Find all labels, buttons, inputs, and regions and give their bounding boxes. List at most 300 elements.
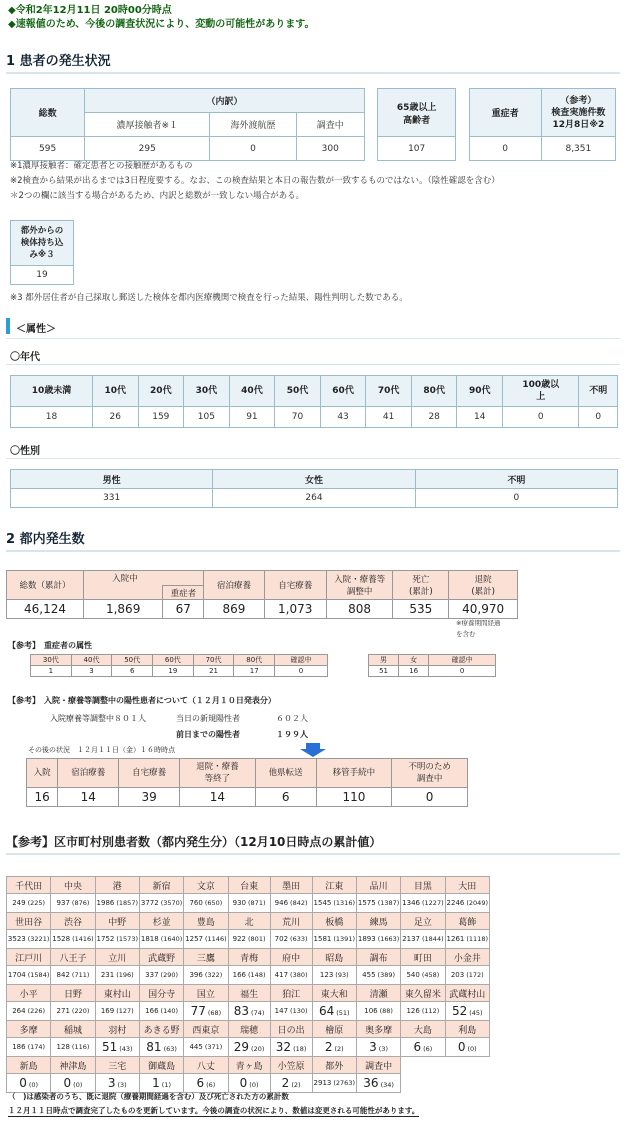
municipality-name: 東久留米	[401, 985, 445, 1002]
header-65plus: 65歳以上 高齢者	[378, 89, 456, 137]
value-test-count: 8,351	[541, 137, 615, 161]
preliminary-note: ◆速報値のため、今後の調査状況により、変動の可能性があります。	[8, 19, 315, 30]
municipality-value	[312, 894, 356, 913]
sex-title: 〇性別	[10, 446, 40, 457]
municipality-count: 51	[101, 1040, 118, 1054]
municipality-count: 83	[233, 1004, 250, 1018]
municipality-value	[95, 966, 139, 985]
municipality-name: 新宿	[139, 877, 183, 894]
municipality-count: 760	[189, 899, 203, 907]
severe-age-header: 30代	[31, 655, 72, 666]
value-severe-tokyo: 67	[163, 600, 204, 619]
municipality-count: 337	[145, 971, 159, 979]
header-total: 総数	[11, 89, 85, 137]
municipality-name: 品川	[356, 877, 400, 894]
municipality-value	[270, 894, 312, 913]
municipality-count: 3523	[7, 935, 26, 943]
municipality-count: 249	[12, 899, 26, 907]
value-hospitalized: 1,869	[84, 600, 163, 619]
municipality-count: 3	[369, 1040, 377, 1054]
municipality-name: 稲城	[51, 1021, 95, 1038]
municipality-name: 東村山	[95, 985, 139, 1002]
municipality-recovered: (380)	[290, 971, 308, 979]
municipality-name: 千代田	[7, 877, 51, 894]
municipality-count: 264	[12, 1007, 26, 1015]
municipality-recovered: (127)	[116, 1007, 134, 1015]
municipality-value	[228, 1074, 270, 1093]
municipality-name: 日の出	[270, 1021, 312, 1038]
municipality-name: 葛飾	[445, 913, 489, 930]
severe-sex-value: 16	[399, 666, 429, 677]
municipality-value	[312, 930, 356, 949]
municipality-value	[356, 930, 400, 949]
municipality-count: 0	[63, 1076, 72, 1090]
severe-sex-header: 確認中	[429, 655, 496, 666]
municipality-name: 日野	[51, 985, 95, 1002]
municipality-recovered: (68)	[207, 1009, 222, 1017]
municipality-value	[51, 894, 95, 913]
adjusting-title: 【参考】 入院・療養等調整中の陽性患者について（１２月１０日発表分）	[8, 696, 276, 705]
municipality-value	[445, 894, 489, 913]
municipality-name: 多摩	[7, 1021, 51, 1038]
municipality-recovered: (1573)	[116, 935, 138, 943]
municipality-recovered: (1227)	[422, 899, 444, 907]
municipality-value	[401, 894, 445, 913]
severe-sex-table	[368, 654, 496, 677]
municipality-value	[139, 1002, 183, 1021]
severe-age-table	[30, 654, 328, 677]
municipality-value	[139, 1038, 183, 1057]
municipality-name: 八丈	[184, 1057, 228, 1074]
age-value: 0	[503, 407, 579, 428]
municipality-count: 445	[189, 1043, 203, 1051]
municipality-recovered: (371)	[204, 1043, 223, 1051]
sex-value: 0	[415, 489, 617, 508]
municipality-count: 6	[413, 1040, 422, 1054]
age-header: 不明	[579, 376, 618, 407]
municipality-recovered: (842)	[290, 899, 308, 907]
sex-header: 女性	[213, 470, 415, 489]
value-discharged: 40,970	[449, 600, 518, 619]
municipality-recovered: (45)	[469, 1009, 483, 1017]
header-outside-sample: 都外からの 検体持ち込 み※３	[11, 221, 74, 266]
municipality-count: 0	[239, 1076, 248, 1090]
municipality-name: 狛江	[270, 985, 312, 1002]
header-deaths: 死亡 (累計)	[393, 571, 449, 600]
municipality-value	[95, 930, 139, 949]
municipality-recovered: (633)	[290, 935, 308, 943]
municipality-count: 271	[56, 1007, 70, 1015]
header-hospitalized: 入院中	[84, 571, 204, 586]
severe-age-value: 1	[31, 666, 72, 677]
municipality-name: 青梅	[228, 949, 270, 966]
age-value: 14	[457, 407, 503, 428]
municipality-value	[228, 930, 270, 949]
municipality-recovered: (3570)	[160, 899, 183, 907]
municipality-value	[184, 1002, 228, 1021]
municipality-recovered: (226)	[27, 1007, 46, 1015]
municipality-count: 1752	[96, 935, 115, 943]
municipality-count: 123	[319, 971, 334, 979]
municipality-recovered: (1584)	[27, 971, 50, 979]
municipality-recovered: (1118)	[466, 935, 488, 943]
municipality-name: 江戸川	[7, 949, 51, 966]
note-1: ※1濃厚接触者：確定患者との接触歴があるもの	[10, 161, 193, 171]
footnote-parentheses: （ )は感染者のうち、既に退院（療養期間経過を含む）及び死亡された方の累計数	[8, 1092, 289, 1101]
value-deaths: 535	[393, 600, 449, 619]
municipality-recovered: (225)	[27, 899, 46, 907]
municipality-value	[401, 930, 445, 949]
municipality-name: 羽村	[95, 1021, 139, 1038]
municipality-name: 御蔵島	[139, 1057, 183, 1074]
municipality-recovered: (74)	[251, 1009, 265, 1017]
municipality-recovered: (1)	[161, 1081, 172, 1089]
municipality-recovered: (93)	[335, 971, 349, 979]
municipality-name: 神津島	[51, 1057, 95, 1074]
age-header: 90代	[457, 376, 503, 407]
municipality-count: 930	[232, 899, 247, 907]
municipality-recovered: (0)	[249, 1081, 259, 1089]
municipality-value	[139, 1074, 183, 1093]
municipality-count: 2246	[446, 899, 465, 907]
municipality-count: 166	[145, 1007, 159, 1015]
municipality-name: 荒川	[270, 913, 312, 930]
municipality-count: 231	[100, 971, 115, 979]
severe-age-header: 確認中	[275, 655, 328, 666]
prev-positive-label: 前日までの陽性者	[176, 730, 240, 739]
header-hotel: 宿泊療養	[204, 571, 264, 600]
section-title-tokyo: 2 都内発生数	[6, 528, 620, 552]
sex-header: 不明	[415, 470, 617, 489]
discharge-note: ※療養期間経過 を含む	[456, 619, 501, 638]
municipality-name: 武蔵野	[139, 949, 183, 966]
municipality-count: 36	[363, 1076, 379, 1090]
municipality-count: 169	[100, 1007, 115, 1015]
municipality-count: 1346	[402, 899, 420, 907]
municipality-value	[401, 1038, 445, 1057]
municipality-count: 81	[146, 1040, 162, 1054]
municipality-count: 417	[274, 971, 289, 979]
municipality-count: 1261	[446, 935, 465, 943]
note-2: ※2検査から結果が出るまでは3日程度要する。なお、この検査結果と本日の報告数が一致するものではない。（陰性確認を含む）	[10, 176, 500, 186]
value-abroad: 0	[210, 137, 296, 161]
municipality-name: 足立	[401, 913, 445, 930]
municipality-count: 2	[324, 1040, 333, 1054]
municipality-recovered: (1663)	[377, 935, 400, 943]
municipality-recovered: (871)	[248, 899, 266, 907]
municipality-count: 396	[189, 971, 203, 979]
municipality-value	[184, 894, 228, 913]
header-close-contact: 濃厚接触者※１	[85, 113, 210, 137]
severe-age-value: 6	[112, 666, 153, 677]
section-title-municipal: 【参考】区市町村別患者数（都内発生分）（12月10日時点の累計値）	[6, 833, 620, 855]
municipality-recovered: (140)	[160, 1007, 179, 1015]
value-close-contact: 295	[85, 137, 210, 161]
municipality-value	[51, 1002, 95, 1021]
municipality-name: 八王子	[51, 949, 95, 966]
municipality-name: 東大和	[312, 985, 356, 1002]
municipality-recovered: (20)	[251, 1045, 265, 1053]
age-value: 91	[229, 407, 275, 428]
adjusting-header: 入院	[27, 759, 58, 788]
adjusting-value: 14	[58, 788, 119, 807]
municipality-value	[445, 1038, 489, 1057]
section-title-patients: 1 患者の発生状況	[6, 50, 620, 74]
municipality-name: 国立	[184, 985, 228, 1002]
municipality-recovered: (2)	[291, 1081, 301, 1089]
municipality-count: 922	[232, 935, 247, 943]
header-adjusting: 入院・療養等 調整中	[326, 571, 393, 600]
municipality-name: 文京	[184, 877, 228, 894]
municipality-count: 2913	[313, 1079, 332, 1087]
municipality-recovered: (43)	[119, 1045, 133, 1053]
municipality-count: 1257	[185, 935, 203, 943]
municipality-recovered: (0)	[28, 1081, 39, 1089]
municipality-value	[312, 1002, 356, 1021]
age-header: 10歳未満	[11, 376, 93, 407]
municipality-recovered: (148)	[248, 971, 266, 979]
municipality-value	[270, 1074, 312, 1093]
municipality-count: 128	[56, 1043, 70, 1051]
municipality-name: 三宅	[95, 1057, 139, 1074]
severe-sex-value: 51	[369, 666, 399, 677]
municipality-name: 調布	[356, 949, 400, 966]
municipality-count: 0	[19, 1076, 27, 1090]
municipality-value	[51, 930, 95, 949]
municipality-name: 福生	[228, 985, 270, 1002]
severe-age-value: 17	[234, 666, 275, 677]
municipality-value	[270, 930, 312, 949]
footnote-update: １２月１１日時点で調査完了したものを更新しています。今後の調査の状況により、数値は変更される可能性があります。	[8, 1106, 420, 1115]
age-title: 〇年代	[10, 352, 40, 363]
municipality-name: 昭島	[312, 949, 356, 966]
municipality-value	[95, 1038, 139, 1057]
municipality-value	[139, 966, 183, 985]
municipality-count: 32	[275, 1040, 292, 1054]
municipality-count: 2	[281, 1076, 290, 1090]
severe-age-value: 0	[275, 666, 328, 677]
municipality-value	[51, 1038, 95, 1057]
municipality-value	[51, 1074, 95, 1093]
age-header: 30代	[184, 376, 230, 407]
municipality-value	[7, 966, 51, 985]
municipality-recovered: (2049)	[466, 899, 488, 907]
municipality-value	[312, 1038, 356, 1057]
municipality-recovered: (0)	[73, 1081, 83, 1089]
severe-age-value: 3	[71, 666, 112, 677]
value-severe: 0	[469, 137, 541, 161]
note-outside: ※3 都外居住者が自己採取し郵送した検体を都内医療機関で検査を行った結果、陽性判明した数である。	[10, 293, 408, 303]
municipality-value	[228, 894, 270, 913]
municipality-count: 29	[233, 1040, 250, 1054]
municipality-name: 台東	[228, 877, 270, 894]
municipality-recovered: (3)	[117, 1081, 127, 1089]
municipality-recovered: (34)	[380, 1081, 394, 1089]
header-severe: 重症者	[469, 89, 541, 137]
municipality-recovered: (650)	[204, 899, 223, 907]
age-value: 0	[579, 407, 618, 428]
severe-sex-value: 0	[429, 666, 496, 677]
municipality-value	[401, 1002, 445, 1021]
municipality-recovered: (220)	[71, 1007, 90, 1015]
municipality-name: 江東	[312, 877, 356, 894]
municipality-value	[312, 966, 356, 985]
municipality-name: 大島	[401, 1021, 445, 1038]
municipality-count: 1545	[313, 899, 332, 907]
municipality-value	[7, 1038, 51, 1057]
municipality-name: 奥多摩	[356, 1021, 400, 1038]
adjusting-header: 自宅療養	[119, 759, 180, 788]
municipality-recovered: (711)	[71, 971, 90, 979]
municipality-name: 練馬	[356, 913, 400, 930]
municipality-count: 0	[457, 1040, 466, 1054]
municipality-count: 126	[406, 1007, 420, 1015]
municipality-name: 西東京	[184, 1021, 228, 1038]
municipality-recovered: (2)	[334, 1045, 344, 1053]
municipality-recovered: (6)	[206, 1081, 216, 1089]
adjusting-count: 入院療養等調整中８０１人	[50, 714, 146, 723]
adjusting-value: 39	[119, 788, 180, 807]
severe-sex-header: 女	[399, 655, 429, 666]
municipality-value	[445, 966, 489, 985]
municipality-value	[228, 1002, 270, 1021]
municipality-recovered: (1640)	[160, 935, 183, 943]
municipality-count: 1704	[7, 971, 26, 979]
header-abroad: 海外渡航歴	[210, 113, 296, 137]
municipality-name: 青ヶ島	[228, 1057, 270, 1074]
severe-sex-header: 男	[369, 655, 399, 666]
municipality-value	[7, 1002, 51, 1021]
severe-age-header: 80代	[234, 655, 275, 666]
adjusting-header: 他県転送	[255, 759, 316, 788]
municipality-recovered: (801)	[248, 935, 266, 943]
age-header: 10代	[92, 376, 138, 407]
severe-age-header: 50代	[112, 655, 153, 666]
municipality-recovered: (1391)	[333, 935, 355, 943]
municipality-name: 北	[228, 913, 270, 930]
age-header: 70代	[366, 376, 412, 407]
new-positive-label: 当日の新規陽性者	[176, 714, 240, 723]
severe-age-header: 60代	[153, 655, 194, 666]
value-total: 595	[11, 137, 85, 161]
municipality-name: 板橋	[312, 913, 356, 930]
municipality-value	[445, 930, 489, 949]
municipality-name: 世田谷	[7, 913, 51, 930]
municipality-value	[445, 1002, 489, 1021]
age-header: 20代	[138, 376, 184, 407]
severe-age-value: 19	[153, 666, 194, 677]
new-positive-count: ６０２人	[276, 714, 308, 723]
municipality-count: 203	[450, 971, 465, 979]
municipality-recovered: (88)	[379, 1007, 393, 1015]
municipality-recovered: (3)	[378, 1045, 389, 1053]
municipality-value	[270, 966, 312, 985]
municipality-recovered: (3221)	[27, 935, 50, 943]
sex-value: 264	[213, 489, 415, 508]
municipality-count: 455	[362, 971, 376, 979]
adjusting-header: 宿泊療養	[58, 759, 119, 788]
municipality-name: 調査中	[356, 1057, 400, 1074]
municipality-name: 瑞穂	[228, 1021, 270, 1038]
age-header: 60代	[320, 376, 366, 407]
sex-header: 男性	[11, 470, 213, 489]
age-value: 43	[320, 407, 366, 428]
municipality-value	[270, 1038, 312, 1057]
adjusting-header: 不明のため 調査中	[392, 759, 468, 788]
municipality-count: 6	[196, 1076, 205, 1090]
municipality-value	[270, 1002, 312, 1021]
municipality-value	[95, 894, 139, 913]
municipality-count: 1818	[140, 935, 159, 943]
outside-sample-table	[10, 220, 74, 285]
age-header: 80代	[411, 376, 457, 407]
header-breakdown: （内訳）	[85, 89, 365, 113]
adjusting-value: 110	[316, 788, 392, 807]
municipality-name: 小笠原	[270, 1057, 312, 1074]
municipality-count: 147	[274, 1007, 289, 1015]
severe-attr-title: 【参考】 重症者の属性	[8, 641, 92, 650]
municipality-name: 中野	[95, 913, 139, 930]
adjusting-value: 16	[27, 788, 58, 807]
municipality-name: 渋谷	[51, 913, 95, 930]
municipality-recovered: (51)	[336, 1009, 350, 1017]
value-investigating: 300	[296, 137, 364, 161]
municipality-recovered: (174)	[27, 1043, 46, 1051]
patient-summary-table	[10, 88, 616, 161]
municipality-value	[184, 1074, 228, 1093]
age-value: 26	[92, 407, 138, 428]
municipality-recovered: (18)	[293, 1045, 307, 1053]
municipality-count: 64	[318, 1004, 335, 1018]
municipality-count: 1986	[96, 899, 115, 907]
municipality-name: 目黒	[401, 877, 445, 894]
municipality-recovered: (2763)	[333, 1079, 355, 1087]
municipality-recovered: (116)	[71, 1043, 90, 1051]
municipality-value	[228, 966, 270, 985]
header-severe-tokyo: 重症者	[163, 586, 204, 600]
age-header: 50代	[275, 376, 321, 407]
municipality-name: 都外	[312, 1057, 356, 1074]
municipality-name: 立川	[95, 949, 139, 966]
sex-table	[10, 469, 618, 508]
value-outside-sample: 19	[11, 266, 74, 285]
municipality-recovered: (458)	[421, 971, 440, 979]
municipality-recovered: (63)	[163, 1045, 177, 1053]
municipality-value	[356, 1038, 400, 1057]
adjusting-header: 退院・療養 等終了	[180, 759, 256, 788]
status-as-of: その後の状況 １２月１１日（金）１６時時点	[28, 746, 175, 754]
municipality-value	[7, 1074, 51, 1093]
municipality-recovered: (112)	[421, 1007, 440, 1015]
age-header: 100歳以 上	[503, 376, 579, 407]
municipality-recovered: (1416)	[72, 935, 94, 943]
municipality-recovered: (1844)	[422, 935, 444, 943]
municipality-name: 国分寺	[139, 985, 183, 1002]
header-test-count: （参考） 検査実施件数 12月8日※2	[541, 89, 615, 137]
municipality-value	[51, 966, 95, 985]
municipality-value	[95, 1074, 139, 1093]
municipality-value	[139, 894, 183, 913]
age-value: 70	[275, 407, 321, 428]
municipality-value	[95, 1002, 139, 1021]
municipality-name: 杉並	[139, 913, 183, 930]
municipality-count: 52	[451, 1004, 468, 1018]
municipality-value	[356, 966, 400, 985]
municipality-recovered: (1146)	[205, 935, 227, 943]
municipality-name: 武蔵村山	[445, 985, 489, 1002]
municipal-table	[6, 876, 490, 1093]
municipality-name: 町田	[401, 949, 445, 966]
